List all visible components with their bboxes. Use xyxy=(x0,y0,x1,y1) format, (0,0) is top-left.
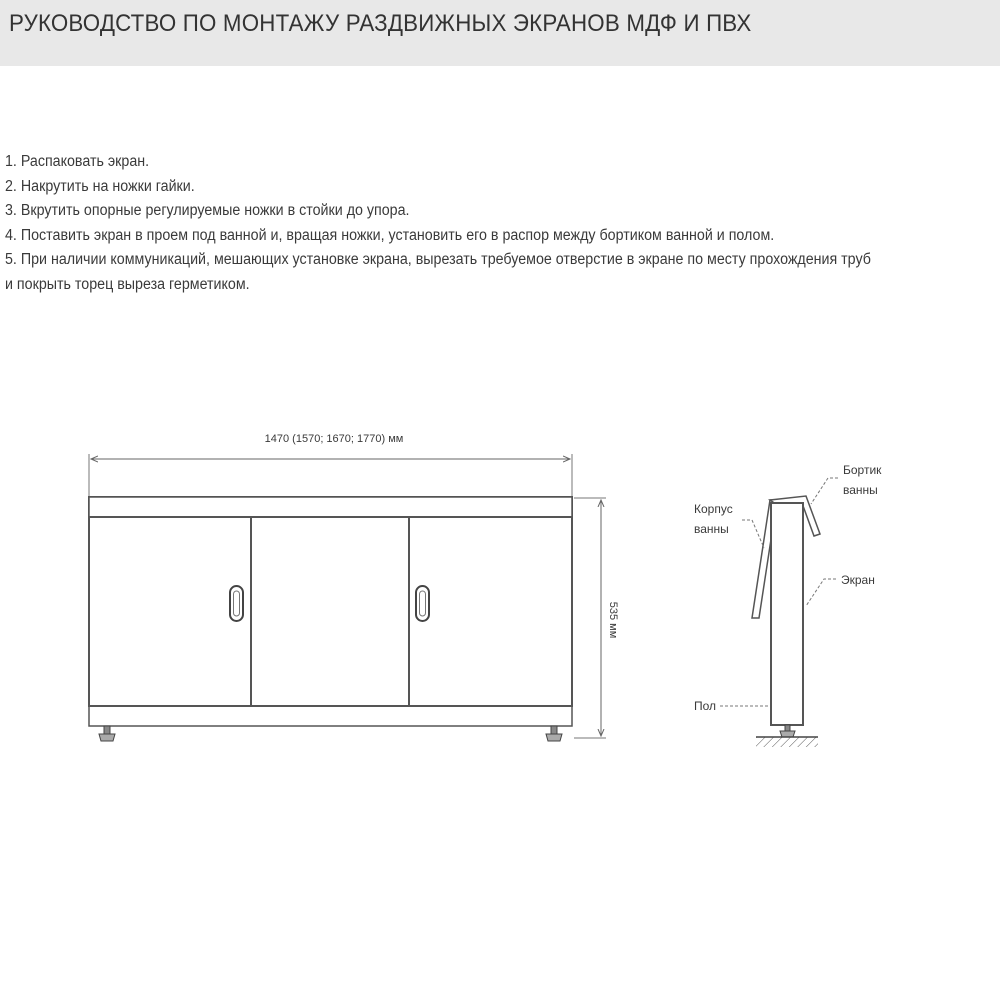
width-label: 1470 (1570; 1670; 1770) мм xyxy=(264,433,404,445)
rim-label: Бортик ванны xyxy=(843,463,882,497)
adjustable-foot-icon xyxy=(780,725,795,737)
height-label: 535 мм xyxy=(607,601,619,639)
sliding-panel-right xyxy=(409,517,572,706)
bottom-rail xyxy=(89,706,572,726)
page-title: РУКОВОДСТВО ПО МОНТАЖУ РАЗДВИЖНЫХ ЭКРАНОВ МДФ И ПВХ xyxy=(9,10,752,37)
floor-label: Пол xyxy=(694,699,717,713)
bath-body-label: Корпус ванны xyxy=(694,502,733,536)
instruction-step: 5. При наличии коммуникаций, мешающих установке экрана, вырезать требуемое отверстие в экране по месту прохождения труб xyxy=(5,251,871,268)
screen-section xyxy=(771,503,803,725)
adjustable-foot-icon xyxy=(546,726,562,741)
sliding-panel-middle xyxy=(249,517,409,706)
height-dimension xyxy=(574,498,619,738)
oval-handle-icon xyxy=(230,586,243,621)
top-rail xyxy=(89,497,572,517)
side-view xyxy=(694,463,885,747)
floor-hatch xyxy=(756,737,818,747)
width-dimension xyxy=(89,433,572,497)
adjustable-foot-icon xyxy=(99,726,115,741)
instruction-step: 3. Вкрутить опорные регулируемые ножки в стойки до упора. xyxy=(5,202,410,219)
sliding-panel-left xyxy=(89,517,251,706)
instruction-step: 2. Накрутить на ножки гайки. xyxy=(5,177,195,195)
instruction-step: 4. Поставить экран в проем под ванной и, вращая ножки, установить его в распор между бортиком ванной и полом. xyxy=(5,226,775,244)
screen-label: Экран xyxy=(841,573,875,587)
oval-handle-icon xyxy=(416,586,429,621)
instruction-step: 1. Распаковать экран. xyxy=(5,153,150,170)
instruction-step: и покрыть торец выреза герметиком. xyxy=(5,275,250,293)
front-view xyxy=(89,433,619,741)
